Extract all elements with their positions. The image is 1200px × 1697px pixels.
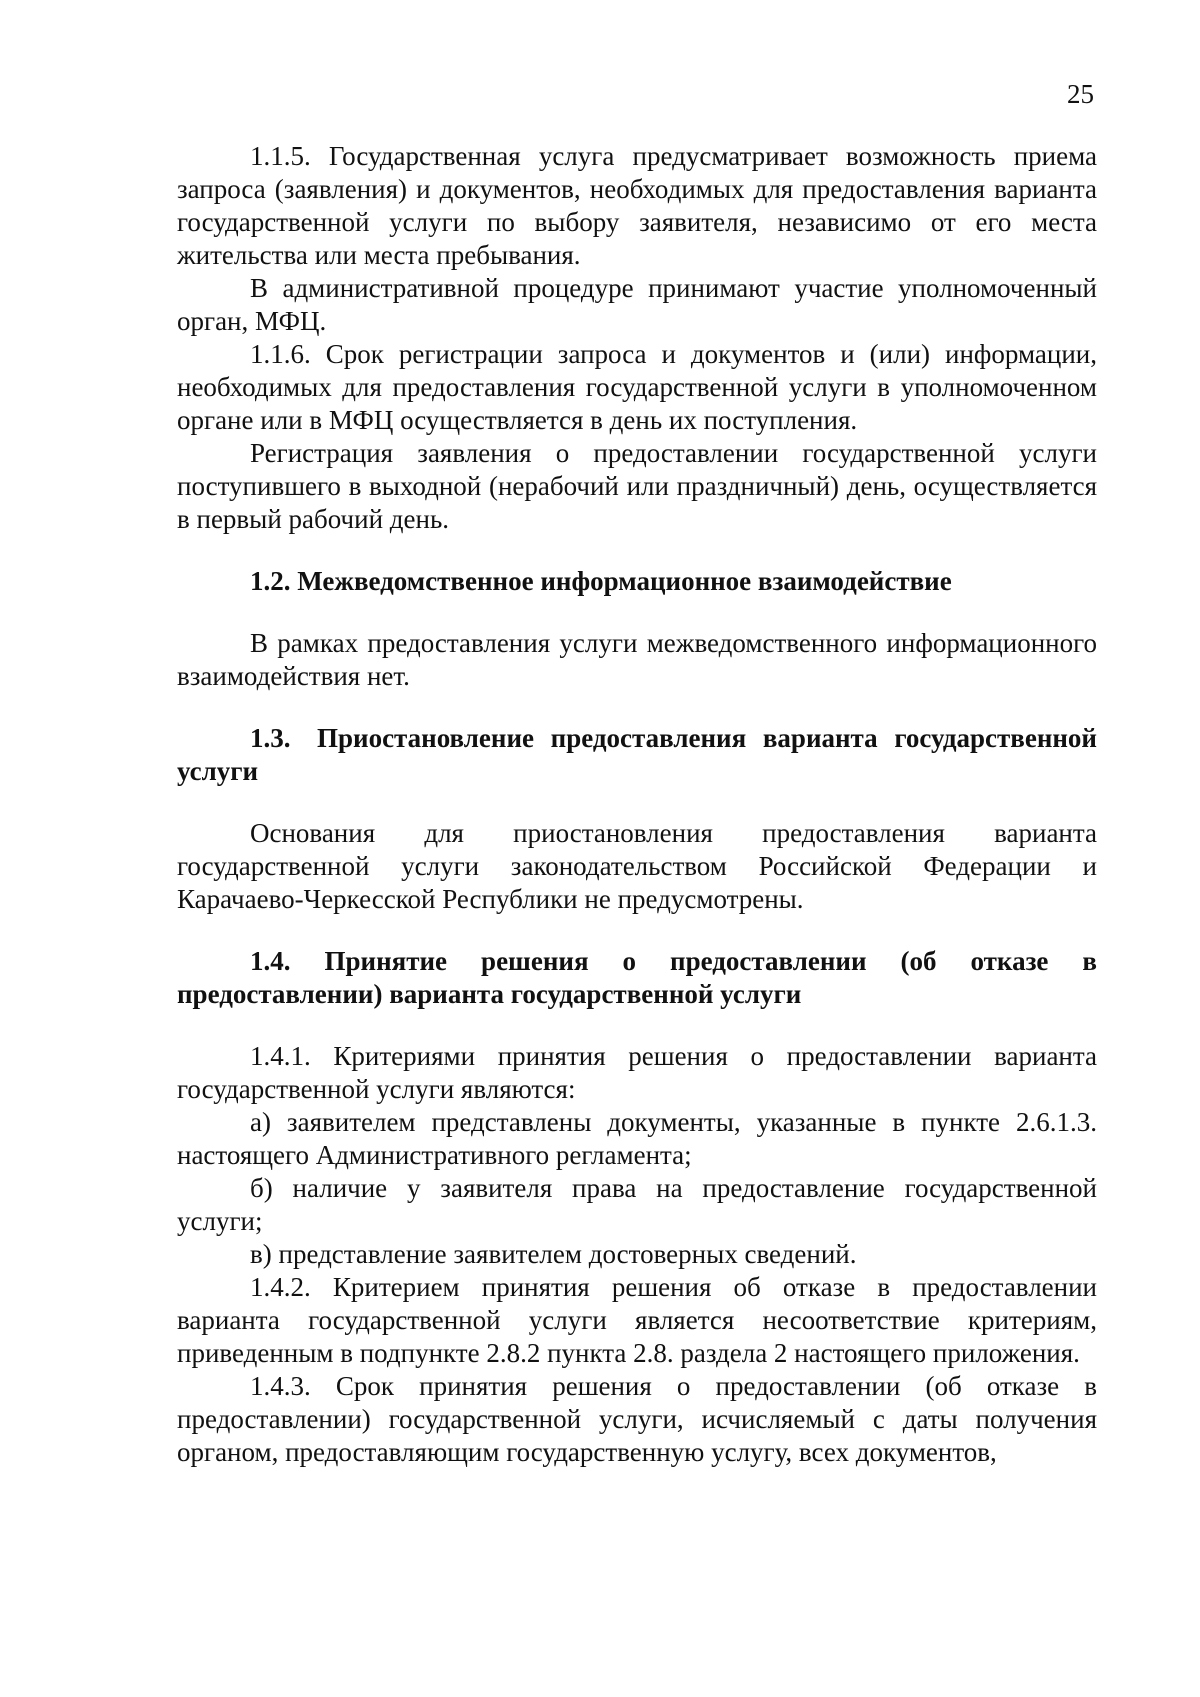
heading-1-3: [177, 722, 1097, 788]
heading-1-3-text: Приостановление предоставления варианта государственной услуги: [177, 723, 1097, 786]
paragraph-1-4-2: 1.4.2. Критерием принятия решения об отказе в предоставлении варианта государственной услуги является несоответствие критериям, приведенным в подпункте 2.8.2 пункта 2.8. раздела 2 настоящего приложения.: [177, 1272, 1097, 1368]
paragraph-admin-procedure: В административной процедуре принимают участие уполномоченный орган, МФЦ.: [177, 273, 1097, 336]
list-item-v: в) представление заявителем достоверных сведений.: [250, 1239, 857, 1269]
paragraph-1-2: В рамках предоставления услуги межведомственного информационного взаимодействия нет.: [177, 628, 1097, 691]
document-body: [177, 140, 1097, 1469]
paragraph-1-1-6: 1.1.6. Срок регистрации запроса и документов и (или) информации, необходимых для предоставления государственной услуги в уполномоченном органе или в МФЦ осуществляется в день их поступления.: [177, 339, 1097, 435]
paragraph-1-4-1: 1.4.1. Критериями принятия решения о предоставлении варианта государственной услуги являются:: [177, 1041, 1097, 1104]
list-item-a: а) заявителем представлены документы, указанные в пункте 2.6.1.3. настоящего Административного регламента;: [177, 1107, 1097, 1170]
paragraph-1-1-5: 1.1.5. Государственная услуга предусматривает возможность приема запроса (заявления) и документов, необходимых для предоставления варианта государственной услуги по выбору заявителя, независимо от его места жительства или места пребывания.: [177, 141, 1097, 270]
page-number: 25: [1067, 79, 1094, 109]
paragraph-1-4-3: 1.4.3. Срок принятия решения о предоставлении (об отказе в предоставлении) государственной услуги, исчисляемый с даты получения органом, предоставляющим государственную услугу, всех документов,: [177, 1371, 1097, 1467]
heading-1-2: 1.2. Межведомственное информационное взаимодействие: [250, 566, 952, 596]
heading-1-3-number: 1.3.: [250, 723, 291, 753]
heading-1-4: 1.4. Принятие решения о предоставлении (об отказе в предоставлении) варианта государственной услуги: [177, 946, 1097, 1009]
paragraph-registration: Регистрация заявления о предоставлении государственной услуги поступившего в выходной (нерабочий или праздничный) день, осуществляется в первый рабочий день.: [177, 438, 1097, 534]
paragraph-1-3: Основания для приостановления предоставления варианта государственной услуги законодательством Российской Федерации и Карачаево-Черкесской Республики не предусмотрены.: [177, 818, 1097, 914]
list-item-b: б) наличие у заявителя права на предоставление государственной услуги;: [177, 1173, 1097, 1236]
